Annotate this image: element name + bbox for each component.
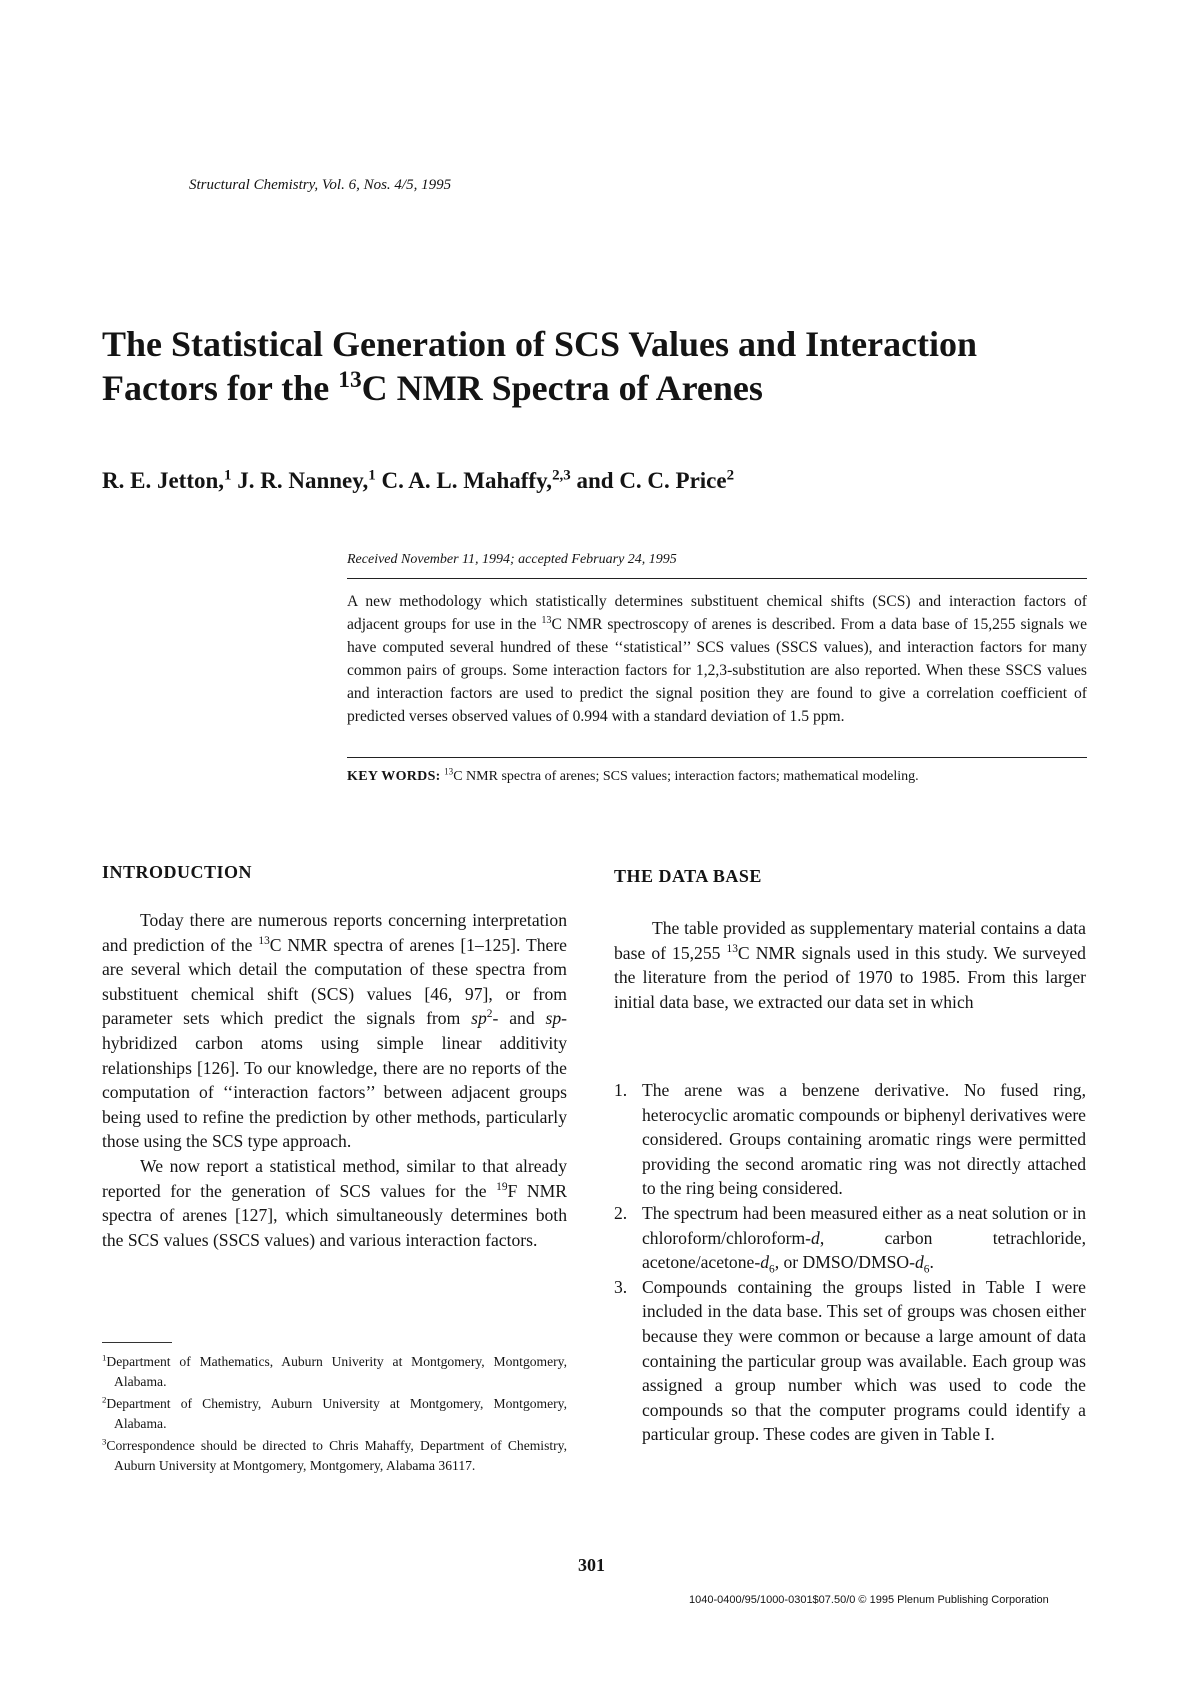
journal-citation: Structural Chemistry, Vol. 6, Nos. 4/5, 1995 [189,177,452,193]
keywords-label: KEY WORDS: [347,769,441,784]
footnote: $^3$Correspondence should be directed to Chris Mahaffy, Department of Chemistry, Auburn University at Montgomery, Montgomery, Alabama 36117. [102,1436,567,1473]
abstract: A new methodology which statistically determines substituent chemical shifts (SCS) and interaction factors of adjacent groups for use in the $^{13}$C NMR spectroscopy of arenes is described. From a data base of 15,255 signals we have computed several hundred of these ‘‘statistical’’ SCS values (SSCS values), and interaction factors for many common pairs of groups. Some interaction factors for 1,2,3-substitution are also reported. When these SSCS values and interaction factors are used to predict the signal position they are found to give a correlation coefficient of predicted verses observed values of 0.994 with a standard deviation of 1.5 ppm. [347,593,1087,725]
abstract-top-rule [347,578,1087,579]
list-item: 2. The spectrum had been measured either as a neat solution or in chloroform/chloroform-d, carbon tetrachloride, acetone/$acetone-d_6$, or DMSO/$DMSO-d_6$. [614,1202,1086,1276]
author-list: R. E. Jetton,$^1$ J. R. Nanney,$^1$ C. A. L. Mahaffy,$^{2,3}$ and C. C. Price$^2$ [102,467,735,493]
footnotes [102,1352,567,1478]
abstract-bottom-rule [347,757,1087,758]
introduction-heading: INTRODUCTION [102,862,253,882]
paper-title [102,322,1082,410]
intro-paragraph-1: Today there are numerous reports concerning interpretation and prediction of the $^{13}$C NMR spectra of arenes [1–125]. There are several which detail the computation of these spectra from substituent chemical shift (SCS) values [46, 97], or from parameter sets which predict the signals from $sp^2-$ and sp-hybridized carbon atoms using simple linear additivity relationships [126]. To our knowledge, there are no reports of the computation of ‘‘interaction factors’’ between adjacent groups being used to refine the prediction by other methods, particularly those using the SCS type approach. [102,910,567,1152]
database-intro [614,916,1086,1014]
footnote: $^2$Department of Chemistry, Auburn University at Montgomery, Montgomery, Alabama. [102,1394,567,1431]
received-dates: Received November 11, 1994; accepted February 24, 1995 [347,552,677,567]
title-line-1: The Statistical Generation of SCS Values and Interaction [102,324,978,364]
list-item: 1. The arene was a benzene derivative. No fused ring, heterocyclic aromatic compounds or biphenyl derivatives were considered. Groups containing aromatic rings were permitted providing the second aromatic ring was not directly attached to the ring being considered. [614,1080,1086,1199]
intro-paragraph-2: We now report a statistical method, similar to that already reported for the generation of SCS values for the $^{19}$F NMR spectra of arenes [127], which simultaneously determines both the SCS values (SSCS values) and various interaction factors. [102,1155,567,1250]
footnote-rule [102,1342,172,1343]
list-item: 3. Compounds containing the groups listed in Table I were included in the data base. This set of groups was chosen either because they were common or because a large amount of data containing the particular group was available. Each group was assigned a group number which was used to code the compounds so that the computer programs could identify a particular group. These codes are given in Table I. [614,1276,1086,1445]
page-number: 301 [578,1555,605,1575]
criteria-list [614,1078,1086,1447]
introduction-body [102,908,567,1252]
footnote: $^1$Department of Mathematics, Auburn Univerity at Montgomery, Montgomery, Alabama. [102,1352,567,1389]
database-heading: THE DATA BASE [614,866,762,886]
copyright-line: 1040-0400/95/1000-0301$07.50/0 © 1995 Plenum Publishing Corporation [689,1594,1049,1606]
keywords: KEY WORDS: $^{13}$C NMR spectra of arenes; SCS values; interaction factors; mathematical modeling. [347,766,919,784]
title-line-2: Factors for the $^{13}$C NMR Spectra of Arenes [102,367,763,408]
database-paragraph: The table provided as supplementary material contains a data base of 15,255 $^{13}$C NMR signals used in this study. We surveyed the literature from the period of 1970 to 1985. From this larger initial data base, we extracted our data set in which [614,918,1086,1012]
